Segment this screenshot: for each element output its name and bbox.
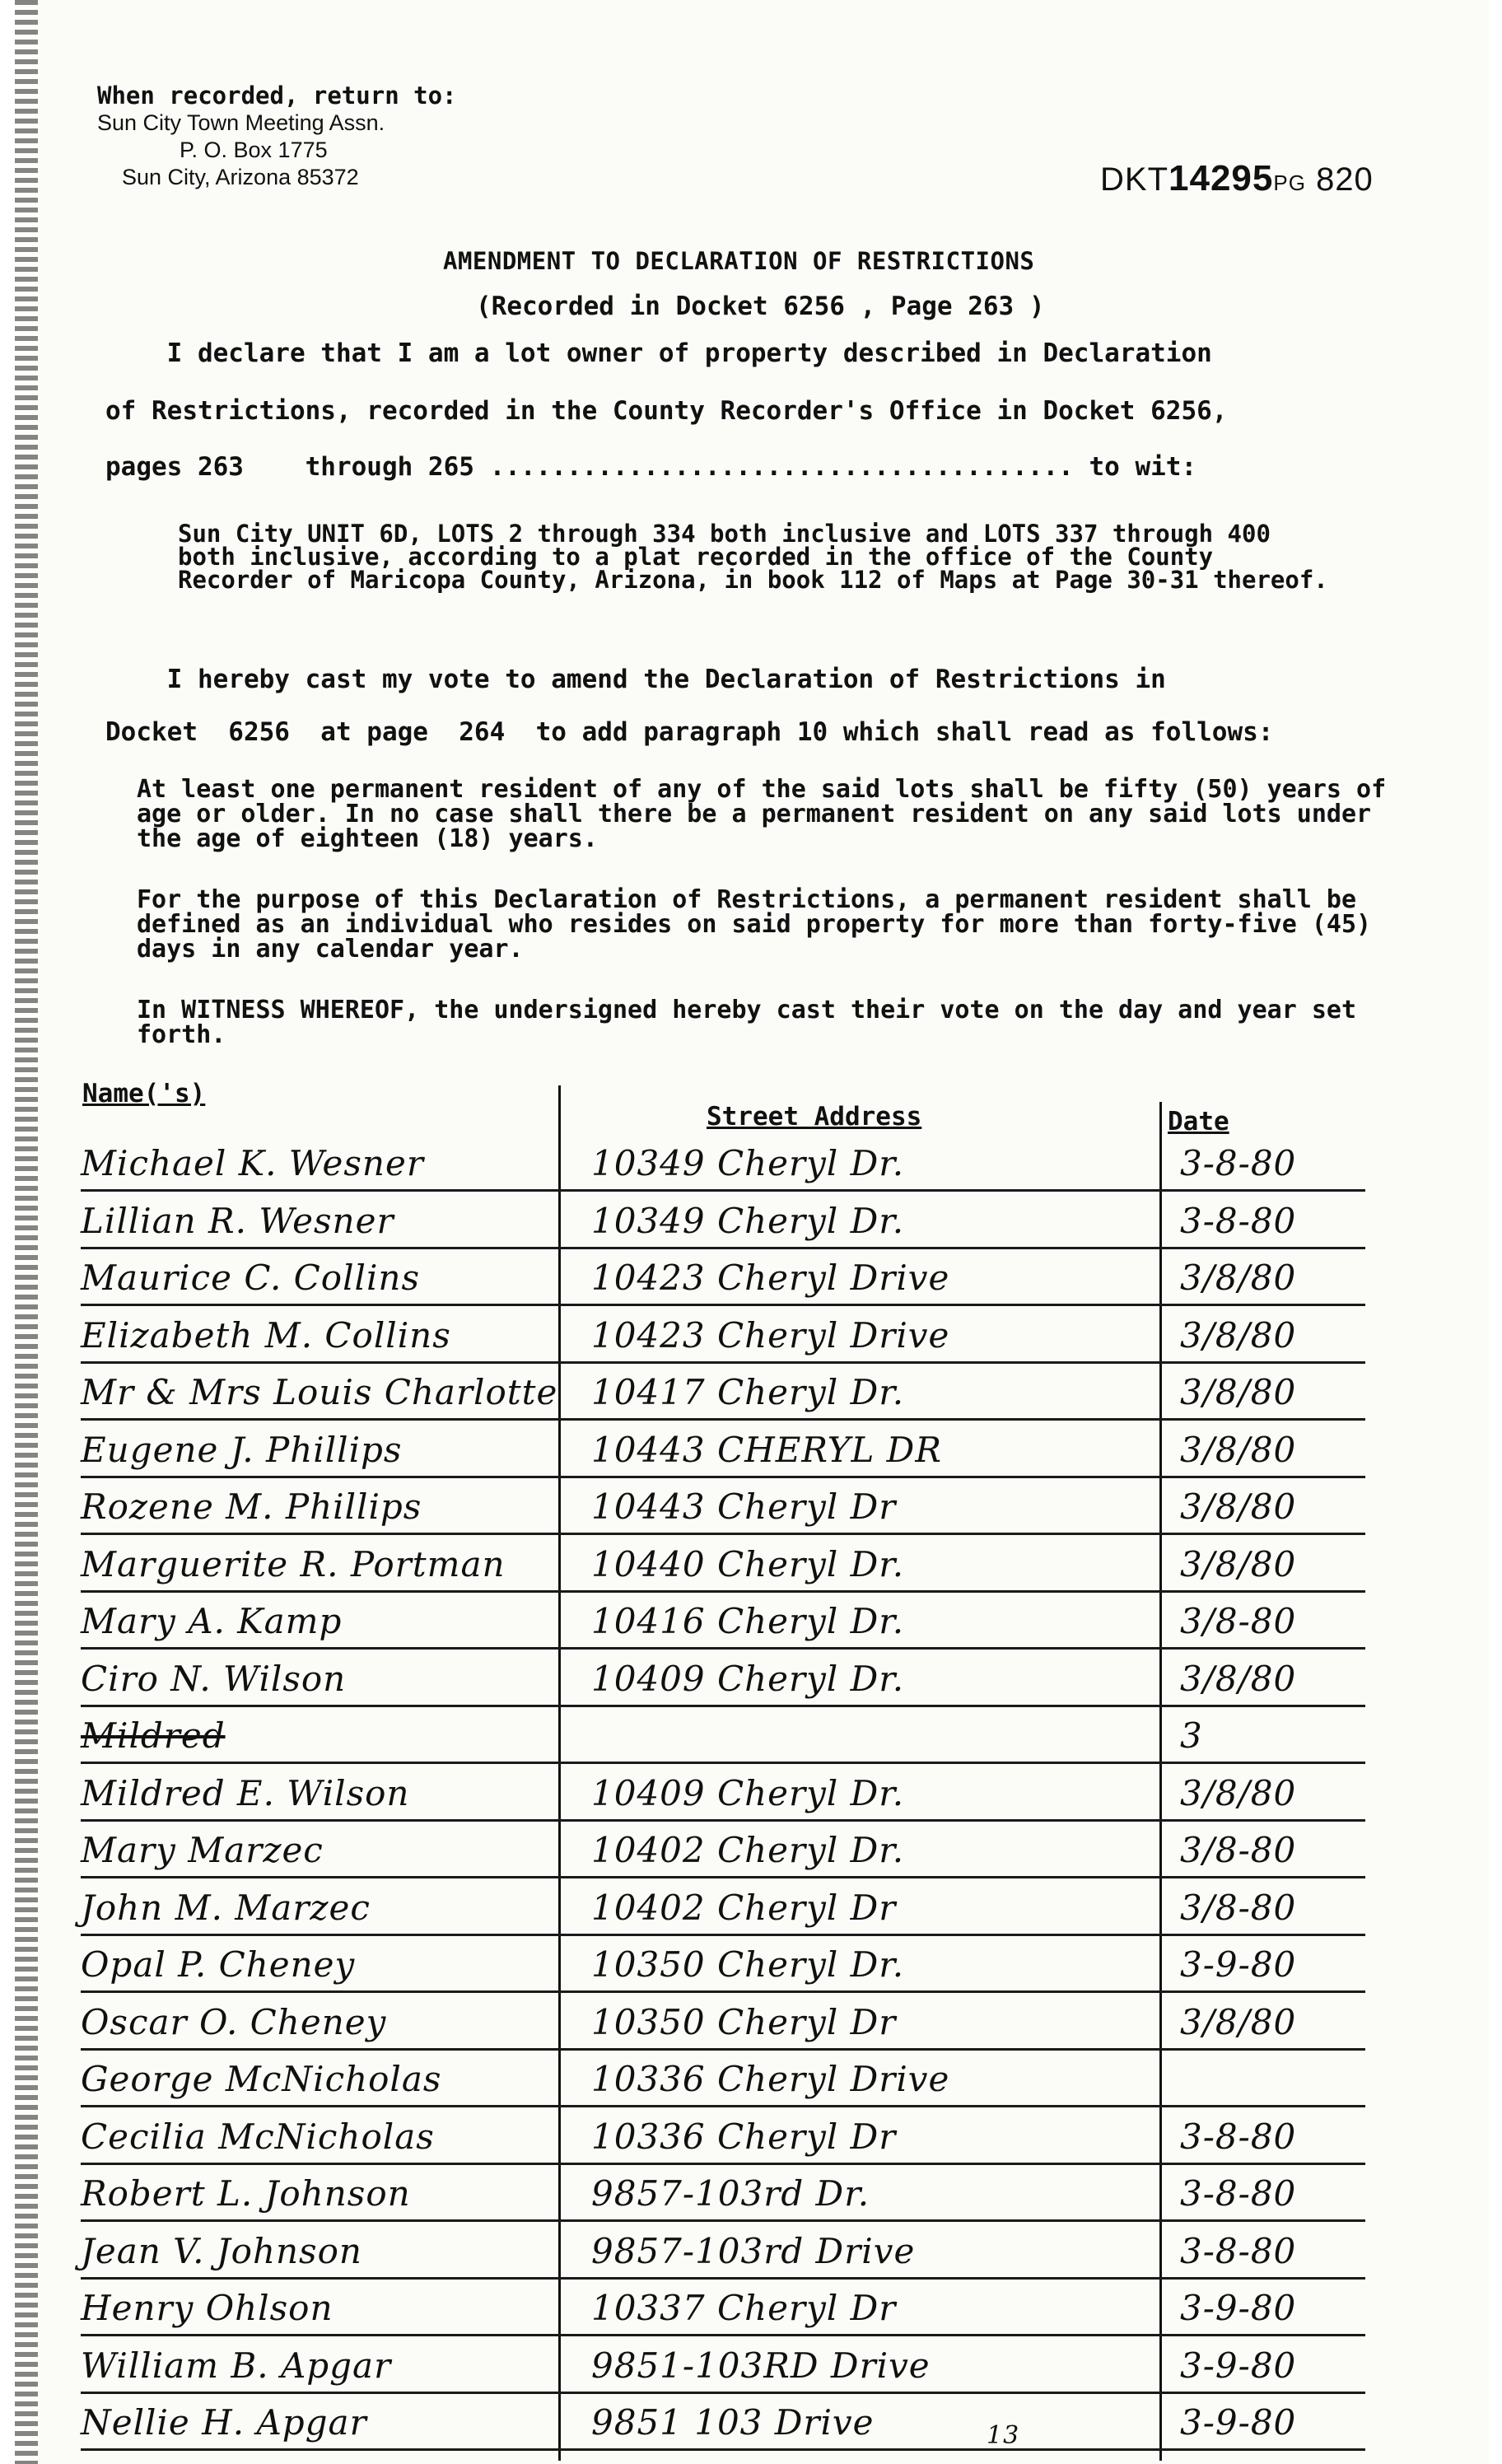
row-rule [81, 1819, 1365, 1822]
row-rule [81, 2448, 1365, 2451]
row-date: 3-9-80 [1180, 2345, 1297, 2386]
return-line-city: Sun City, Arizona 85372 [122, 165, 359, 189]
declare-line-2: of Restrictions, recorded in the County Recorder's Office in Docket 6256, [105, 396, 1228, 426]
row-date: 3-9-80 [1180, 2288, 1297, 2328]
row-date: 3-8-80 [1180, 2173, 1297, 2214]
row-address: 10337 Cheryl Dr [591, 2288, 897, 2328]
row-address: 9857-103rd Drive [591, 2230, 916, 2271]
table-row [15, 2002, 1502, 2056]
docket-page: 820 [1316, 161, 1374, 198]
row-address: 10350 Cheryl Dr. [591, 1944, 905, 1985]
row-name: Henry Ohlson [81, 2288, 334, 2328]
table-row [15, 1430, 1502, 1484]
table-row [15, 1258, 1502, 1312]
row-rule [81, 1189, 1365, 1192]
row-rule [81, 1990, 1365, 1993]
row-name: Elizabeth M. Collins [81, 1314, 451, 1356]
return-heading: When recorded, return to: [97, 82, 457, 110]
row-address: 10349 Cheryl Dr. [591, 1143, 905, 1183]
table-row [15, 1143, 1502, 1197]
signature-table [15, 1079, 1502, 2464]
column-header-date: Date [1168, 1107, 1229, 1136]
row-address: 10443 CHERYL DR [591, 1429, 942, 1470]
row-name: Mary Marzec [81, 1830, 324, 1870]
row-name: Eugene J. Phillips [81, 1429, 403, 1470]
row-address: 10440 Cheryl Dr. [591, 1543, 905, 1584]
docket-pg-label: PG [1273, 170, 1306, 195]
row-date: 3 [1180, 1715, 1203, 1756]
row-rule [81, 2392, 1365, 2394]
row-date: 3/8-80 [1180, 1887, 1297, 1928]
row-name: Cecilia McNicholas [81, 2116, 435, 2157]
row-address: 9851-103RD Drive [591, 2345, 931, 2386]
row-date: 3-9-80 [1180, 2402, 1297, 2443]
column-header-name: Name('s) [82, 1079, 206, 1108]
row-address: 10423 Cheryl Drive [591, 1258, 950, 1298]
row-address: 10336 Cheryl Dr [591, 2116, 897, 2157]
declare-line-3: pages 263 through 265 ...................................... to wit: [105, 452, 1197, 482]
witness-clause: In WITNESS WHEREOF, the undersigned hereby cast their vote on the day and year set forth. [137, 996, 1357, 1049]
table-row [15, 1944, 1502, 1999]
document-page [15, 0, 1489, 2464]
row-name: Michael K. Wesner [81, 1143, 424, 1183]
vote-line-1: I hereby cast my vote to amend the Declaration of Restrictions in [105, 665, 1166, 694]
row-name: Opal P. Cheney [81, 1944, 356, 1985]
row-date: 3/8/80 [1180, 1772, 1297, 1813]
row-address: 10423 Cheryl Drive [591, 1314, 950, 1356]
table-row [15, 2345, 1502, 2400]
row-name: Mildred [81, 1715, 226, 1756]
row-address: 10336 Cheryl Drive [591, 2059, 950, 2099]
row-rule [81, 1590, 1365, 1593]
document-title: AMENDMENT TO DECLARATION OF RESTRICTIONS [443, 247, 1035, 275]
row-rule [81, 2219, 1365, 2222]
return-line-box: P. O. Box 1775 [180, 138, 328, 162]
row-date: 3/8/80 [1180, 1486, 1297, 1527]
row-date: 3/8-80 [1180, 1601, 1297, 1641]
row-name: William B. Apgar [81, 2345, 392, 2386]
table-row [15, 2288, 1502, 2342]
row-rule [81, 1361, 1365, 1364]
row-name: Maurice C. Collins [81, 1258, 420, 1298]
return-line-org: Sun City Town Meeting Assn. [97, 110, 385, 135]
row-date: 3/8/80 [1180, 1372, 1297, 1412]
table-row [15, 2402, 1502, 2457]
row-date: 3-8-80 [1180, 2230, 1297, 2271]
table-row [15, 1201, 1502, 1255]
row-address: 9851 103 Drive [591, 2402, 875, 2443]
row-rule [81, 1533, 1365, 1535]
legal-description: Sun City UNIT 6D, LOTS 2 through 334 both inclusive and LOTS 337 through 400 both inclusive, according to a plat recorded in the office of the County Recorder of Maricopa County, Arizona, in book 112 of Maps at Page 30-31 thereof. [178, 520, 1328, 594]
row-name: George McNicholas [81, 2059, 442, 2099]
table-row [15, 1372, 1502, 1426]
table-row [15, 1888, 1502, 1942]
row-address: 10402 Cheryl Dr. [591, 1830, 905, 1870]
table-row [15, 2173, 1502, 2228]
row-date: 3/8/80 [1180, 1543, 1297, 1584]
row-rule [81, 1304, 1365, 1306]
row-name: Mr & Mrs Louis Charlotte [81, 1372, 558, 1412]
row-date: 3/8/80 [1180, 1258, 1297, 1298]
docket-prefix: DKT [1100, 161, 1168, 198]
document-subtitle: (Recorded in Docket 6256 , Page 263 ) [476, 292, 1045, 321]
table-row [15, 1715, 1502, 1770]
row-address: 9857-103rd Dr. [591, 2173, 870, 2214]
row-rule [81, 1934, 1365, 1936]
margin-mark: 13 [987, 2421, 1020, 2450]
paragraph-10: At least one permanent resident of any of the said lots shall be fifty (50) years of age or older. In no case shall there be a permanent resident on any said lots under the age of eighteen (18) years. [137, 775, 1387, 853]
row-date: 3/8/80 [1180, 1429, 1297, 1470]
row-address: 10350 Cheryl Dr [591, 2001, 897, 2042]
table-row [15, 1659, 1502, 1713]
vote-line-2: Docket 6256 at page 264 to add paragraph 10 which shall read as follows: [105, 717, 1274, 747]
row-rule [81, 1762, 1365, 1764]
row-date: 3-9-80 [1180, 1944, 1297, 1985]
row-address: 10416 Cheryl Dr. [591, 1601, 905, 1641]
table-row [15, 2231, 1502, 2285]
row-rule [81, 1647, 1365, 1650]
row-date: 3-8-80 [1180, 1200, 1297, 1241]
table-row [15, 1601, 1502, 1655]
table-row [15, 2059, 1502, 2113]
row-address: 10417 Cheryl Dr. [591, 1372, 905, 1412]
docket-reference [1100, 158, 1374, 199]
row-address: 10409 Cheryl Dr. [591, 1772, 905, 1813]
row-date: 3/8-80 [1180, 1830, 1297, 1870]
table-row [15, 1830, 1502, 1884]
table-row [15, 1773, 1502, 1827]
row-name: Rozene M. Phillips [81, 1486, 422, 1527]
row-date: 3/8/80 [1180, 2001, 1297, 2042]
row-name: Oscar O. Cheney [81, 2001, 387, 2042]
row-name: Robert L. Johnson [81, 2173, 411, 2214]
row-name: Marguerite R. Portman [81, 1543, 506, 1584]
row-name: Mildred E. Wilson [81, 1772, 410, 1813]
row-rule [81, 2163, 1365, 2165]
row-rule [81, 1705, 1365, 1707]
row-name: John M. Marzec [81, 1887, 371, 1928]
row-date: 3-8-80 [1180, 2116, 1297, 2157]
resident-definition: For the purpose of this Declaration of Restrictions, a permanent resident shall be defined as an individual who resides on said property for more than forty-five (45) days in any calendar year. [137, 885, 1372, 964]
row-rule [81, 1247, 1365, 1249]
row-name: Nellie H. Apgar [81, 2402, 367, 2443]
row-address: 10443 Cheryl Dr [591, 1486, 897, 1527]
row-name: Mary A. Kamp [81, 1601, 343, 1641]
table-row [15, 1315, 1502, 1370]
docket-number: 14295 [1168, 158, 1274, 198]
row-address: 10402 Cheryl Dr [591, 1887, 897, 1928]
table-row [15, 1544, 1502, 1598]
row-rule [81, 1418, 1365, 1421]
row-date: 3/8/80 [1180, 1314, 1297, 1356]
row-rule [81, 2105, 1365, 2107]
row-rule [81, 2048, 1365, 2051]
row-rule [81, 2334, 1365, 2336]
row-address: 10409 Cheryl Dr. [591, 1658, 905, 1699]
row-rule [81, 1476, 1365, 1478]
return-address-block [97, 82, 457, 191]
row-address: 10349 Cheryl Dr. [591, 1200, 905, 1241]
row-name: Lillian R. Wesner [81, 1200, 394, 1241]
row-rule [81, 2277, 1365, 2280]
row-date: 3-8-80 [1180, 1143, 1297, 1183]
column-header-address: Street Address [707, 1102, 922, 1132]
row-name: Ciro N. Wilson [81, 1658, 347, 1699]
table-row [15, 2116, 1502, 2171]
row-rule [81, 1876, 1365, 1878]
table-row [15, 1486, 1502, 1541]
row-name: Jean V. Johnson [81, 2230, 362, 2271]
declare-line-1: I declare that I am a lot owner of property described in Declaration [105, 338, 1212, 368]
row-date: 3/8/80 [1180, 1658, 1297, 1699]
